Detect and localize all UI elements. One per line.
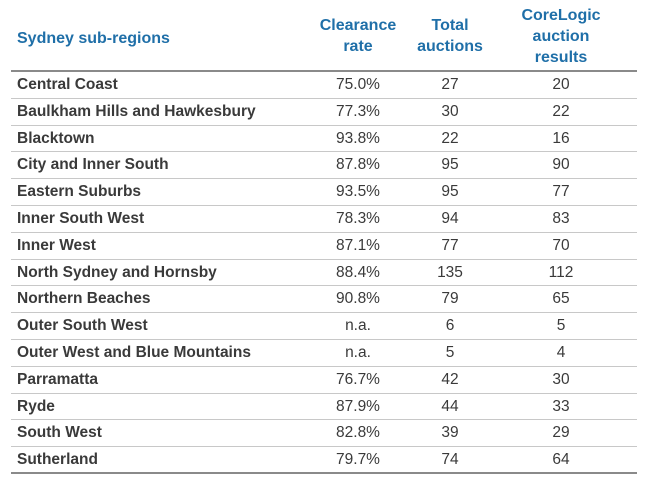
cell-corelogic-results: 22 [552,102,570,120]
table-row [11,313,637,340]
cell-region: Central Coast [17,76,118,93]
cell-clearance-rate: 87.8% [336,156,380,174]
cell-total-auctions: 135 [437,263,463,281]
table-row [11,126,637,153]
cell-clearance-rate: 78.3% [336,209,380,227]
cell-total-auctions: 27 [441,76,459,93]
table-row [11,233,637,260]
cell-corelogic-results: 33 [552,397,570,415]
cell-clearance-rate: 87.9% [336,397,380,415]
cell-region: City and Inner South [17,156,169,174]
cell-total-auctions: 30 [441,102,459,120]
cell-corelogic-results: 65 [552,290,570,308]
cell-region: Inner West [17,236,96,254]
cell-clearance-rate: 76.7% [336,370,380,388]
cell-total-auctions: 39 [441,424,459,442]
table-row [11,286,637,313]
table-row [11,447,637,474]
header-region: Sydney sub-regions [17,30,170,47]
cell-corelogic-results: 64 [552,451,570,469]
table-row [11,340,637,367]
header-clearance-rate [308,15,408,57]
cell-clearance-rate: n.a. [345,317,371,335]
table-row [11,420,637,447]
cell-corelogic-results: 5 [556,317,566,335]
cell-region: Blacktown [17,129,95,147]
header-total-line1: Total [431,17,469,34]
cell-corelogic-results: 29 [552,424,570,442]
cell-total-auctions: 79 [441,290,459,308]
table-header [11,0,637,72]
cell-corelogic-results: 70 [552,236,570,254]
cell-clearance-rate: 93.8% [336,129,380,147]
cell-region: Ryde [17,397,55,415]
table-row [11,260,637,287]
cell-region: Northern Beaches [17,290,151,308]
cell-total-auctions: 44 [441,397,459,415]
cell-region: North Sydney and Hornsby [17,263,217,281]
table-row [11,394,637,421]
cell-clearance-rate: 88.4% [336,263,380,281]
header-core-line2: auction [532,28,590,45]
cell-clearance-rate: 87.1% [336,236,380,254]
cell-corelogic-results: 20 [552,76,570,93]
table-row [11,367,637,394]
cell-region: Parramatta [17,370,98,388]
cell-total-auctions: 95 [441,183,459,201]
cell-region: Outer South West [17,317,148,335]
table-body [11,72,637,474]
cell-corelogic-results: 16 [552,129,570,147]
cell-corelogic-results: 112 [548,263,574,281]
table-row [11,152,637,179]
header-core-line1: CoreLogic [521,7,601,24]
cell-corelogic-results: 30 [552,370,570,388]
header-total-auctions [407,15,493,57]
cell-clearance-rate: 77.3% [336,102,380,120]
cell-clearance-rate: 75.0% [336,76,380,93]
header-total-line2: auctions [417,38,483,55]
header-clearance-line2: rate [343,38,373,55]
table-row [11,206,637,233]
cell-total-auctions: 6 [445,317,455,335]
cell-total-auctions: 42 [441,370,459,388]
cell-total-auctions: 5 [445,343,455,361]
table-row [11,72,637,99]
cell-region: Inner South West [17,209,145,227]
cell-region: Outer West and Blue Mountains [17,343,251,361]
cell-region: Sutherland [17,451,98,469]
cell-total-auctions: 74 [441,451,459,469]
header-core-line3: results [534,49,588,66]
cell-clearance-rate: 90.8% [336,290,380,308]
table-row [11,99,637,126]
cell-total-auctions: 95 [441,156,459,174]
header-corelogic-results [511,5,611,68]
cell-region: Eastern Suburbs [17,183,142,201]
cell-corelogic-results: 90 [552,156,570,174]
cell-clearance-rate: 93.5% [336,183,380,201]
cell-total-auctions: 22 [441,129,459,147]
cell-corelogic-results: 77 [552,183,570,201]
cell-clearance-rate: 82.8% [336,424,380,442]
header-clearance-line1: Clearance [319,17,397,34]
cell-corelogic-results: 83 [552,209,570,227]
cell-total-auctions: 77 [441,236,459,254]
auction-results-table [11,0,637,474]
table-row [11,179,637,206]
cell-total-auctions: 94 [441,209,459,227]
cell-clearance-rate: n.a. [345,343,371,361]
cell-region: South West [17,424,102,442]
cell-region: Baulkham Hills and Hawkesbury [17,102,256,120]
cell-clearance-rate: 79.7% [336,451,380,469]
cell-corelogic-results: 4 [556,343,566,361]
